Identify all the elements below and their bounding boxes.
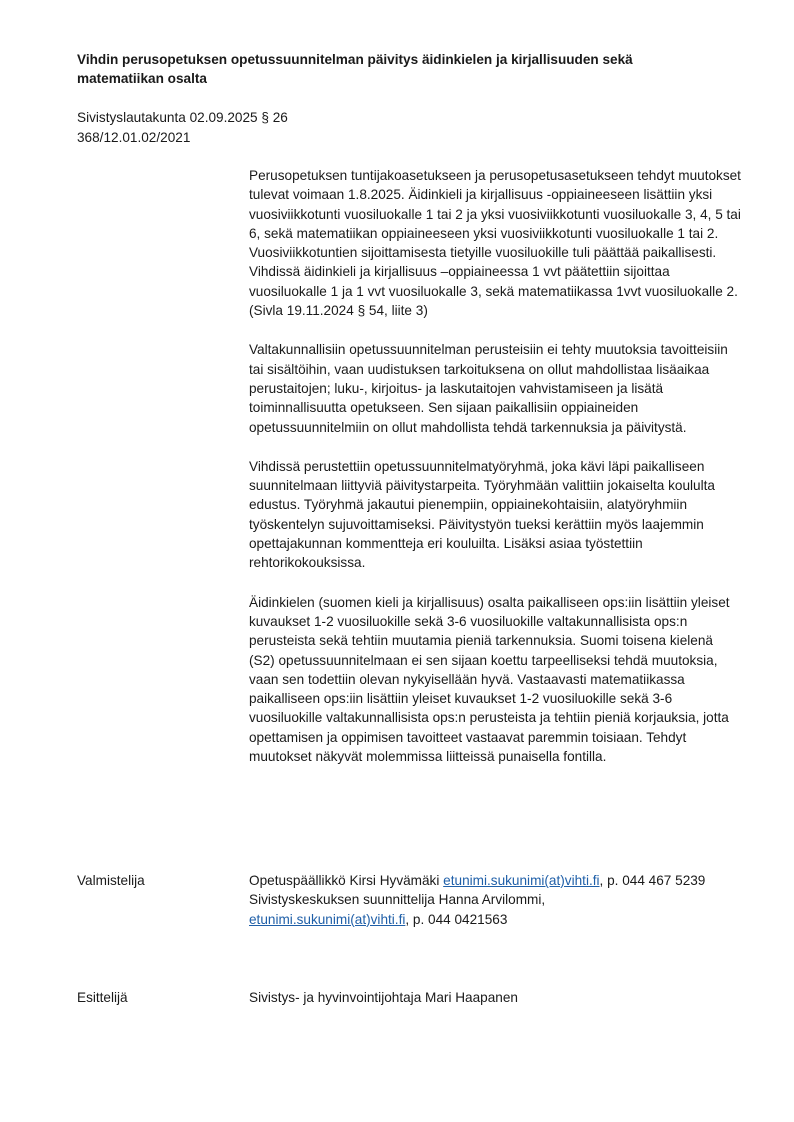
preparer-contact-2 <box>249 890 741 909</box>
document-body <box>249 166 741 786</box>
preparer-contact-2-email <box>249 910 741 929</box>
record-number: 368/12.01.02/2021 <box>77 130 191 145</box>
preparer-name-2: Sivistyskeskuksen suunnittelija Hanna Arvilommi, <box>249 892 546 908</box>
preparer-phone-1: , p. 044 467 5239 <box>599 873 706 888</box>
paragraph-1: Perusopetuksen tuntijakoasetukseen ja perusopetusasetukseen tehdyt muutokset tulevat voimaan 1.8.2025. Äidinkieli ja kirjallisuus -oppiaineeseen lisättiin yksi vuosiviikkotunti vuosiluokalle 1 tai 2 ja yksi vuosiviikkotunti vuosiluokalle 3, 4, 5 tai 6, sekä matematiikan oppiaineeseen yksi vuosiviikkotunti vuosiluokalle 1 tai 2. Vuosiviikkotuntien sijoittamisesta tietyille vuosiluokille tuli päättää paikallisesti. Vihdissä äidinkieli ja kirjallisuus –oppiaineessa 1 vvt päätettiin sijoittaa vuosiluokalle 1 ja 1 vvt vuosiluokalle 3, sekä matematiikassa 1vvt vuosiluokalle 2. (Sivla 19.11.2024 § 54, liite 3) <box>249 168 741 319</box>
paragraph-3: Vihdissä perustettiin opetussuunnitelmatyöryhmä, joka kävi läpi paikalliseen suunnitelmaan liittyviä päivitystarpeita. Työryhmään valittiin jokaiselta koululta edustus. Työryhmä jakautui pienempiin, oppiainekohtaisiin, alatyöryhmiin työskentelyn sujuvoittamiseksi. Päivitystyön tueksi kerättiin myös laajemmin opettajakunnan kommentteja eri kouluilta. Lisäksi asiaa työstettiin rehtorikokouksissa. <box>249 458 715 571</box>
meeting-reference: Sivistyslautakunta 02.09.2025 § 26 <box>77 110 288 125</box>
paragraph-4: Äidinkielen (suomen kieli ja kirjallisuus) osalta paikalliseen ops:iin lisättiin yleiset kuvaukset 1-2 vuosiluokille sekä 3-6 vuosiluokille valtakunnallisista ops:n perusteista sekä tehtiin muutamia pieniä tarkennuksia. Suomi toisena kielenä (S2) opetussuunnitelmaan ei sen sijaan koettu tarpeelliseksi tehdä muutoksia, vaan sen todettiin olevan nykyisellään hyvä. Vastaavasti matematiikassa paikalliseen ops:iin lisättiin yleiset kuvaukset 1-2 vuosiluokille sekä 3-6 vuosiluokille valtakunnallisista ops:n perusteista ja tehtiin pieniä korjauksia, jotta opettamisen ja oppimisen tavoitteet vastaavat paremmin toisiaan. Tehdyt muutokset näkyvät molemmissa liitteissä punaisella fontilla. <box>249 594 730 765</box>
presenter-name: Sivistys- ja hyvinvointijohtaja Mari Haapanen <box>249 990 518 1005</box>
document-title: Vihdin perusopetuksen opetussuunnitelman päivitys äidinkielen ja kirjallisuuden sekä matematiikan osalta <box>77 52 633 86</box>
preparer-email-link-1[interactable]: etunimi.sukunimi(at)vihti.fi <box>443 873 600 888</box>
preparer-details <box>249 871 741 929</box>
preparer-label: Valmistelija <box>77 873 145 888</box>
paragraph-2: Valtakunnallisiin opetussuunnitelman perusteisiin ei tehty muutoksia tavoitteisiin tai sisältöihin, vaan uudistuksen tarkoituksena on ollut mahdollistaa lisäaikaa perustaitojen; luku-, kirjoitus- ja laskutaitojen vahvistamiseen ja lisätä toiminnallisuutta opetukseen. Sen sijaan paikallisiin oppiaineiden opetussuunnitelmiin on ollut mahdollista tehdä tarkennuksia ja päivitystä. <box>249 342 728 435</box>
preparer-contact-1 <box>249 871 741 890</box>
preparer-phone-2: , p. 044 0421563 <box>405 911 508 927</box>
preparer-email-link-2[interactable]: etunimi.sukunimi(at)vihti.fi <box>249 911 406 927</box>
meeting-info <box>77 108 288 148</box>
presenter-label: Esittelijä <box>77 990 128 1005</box>
preparer-name-1: Opetuspäällikkö Kirsi Hyvämäki <box>249 873 440 888</box>
